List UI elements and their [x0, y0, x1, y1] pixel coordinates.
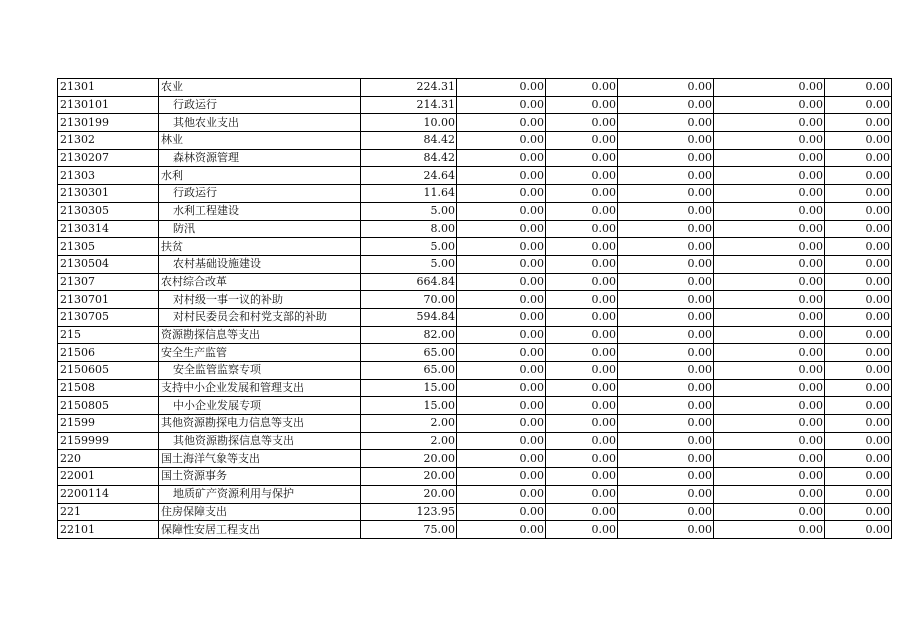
amount-cell: 0.00 [618, 415, 714, 433]
table-row [58, 521, 892, 539]
amount-cell: 5.00 [361, 255, 457, 273]
table-row [58, 291, 892, 309]
amount-cell: 0.00 [618, 468, 714, 486]
amount-cell: 0.00 [825, 114, 892, 132]
amount-cell: 0.00 [618, 397, 714, 415]
amount-cell: 0.00 [618, 273, 714, 291]
table-row [58, 220, 892, 238]
subject-code-cell: 2130199 [58, 114, 159, 132]
subject-name-cell: 农村综合改革 [159, 273, 361, 291]
amount-cell: 0.00 [546, 326, 618, 344]
subject-code-cell: 21307 [58, 273, 159, 291]
amount-cell: 0.00 [546, 521, 618, 539]
amount-cell: 0.00 [618, 79, 714, 97]
amount-cell: 0.00 [825, 255, 892, 273]
amount-cell: 0.00 [546, 255, 618, 273]
amount-cell: 0.00 [825, 432, 892, 450]
amount-cell: 0.00 [618, 503, 714, 521]
subject-name-cell: 农村基础设施建设 [159, 255, 361, 273]
amount-cell: 20.00 [361, 485, 457, 503]
subject-name-cell: 其他农业支出 [159, 114, 361, 132]
subject-code-cell: 2130705 [58, 308, 159, 326]
amount-cell: 0.00 [546, 379, 618, 397]
amount-cell: 0.00 [618, 185, 714, 203]
table-row [58, 468, 892, 486]
table-row [58, 308, 892, 326]
subject-name-cell: 水利工程建设 [159, 202, 361, 220]
subject-code-cell: 21303 [58, 167, 159, 185]
subject-code-cell: 21302 [58, 132, 159, 150]
subject-name-cell: 中小企业发展专项 [159, 397, 361, 415]
table-row [58, 273, 892, 291]
amount-cell: 0.00 [714, 450, 825, 468]
amount-cell: 0.00 [618, 96, 714, 114]
subject-name-cell: 林业 [159, 132, 361, 150]
amount-cell: 0.00 [825, 397, 892, 415]
amount-cell: 0.00 [457, 149, 546, 167]
amount-cell: 0.00 [546, 485, 618, 503]
amount-cell: 0.00 [825, 291, 892, 309]
amount-cell: 0.00 [825, 220, 892, 238]
amount-cell: 20.00 [361, 468, 457, 486]
amount-cell: 0.00 [618, 362, 714, 380]
amount-cell: 224.31 [361, 79, 457, 97]
amount-cell: 594.84 [361, 308, 457, 326]
amount-cell: 0.00 [825, 326, 892, 344]
amount-cell: 0.00 [825, 79, 892, 97]
amount-cell: 0.00 [457, 255, 546, 273]
subject-name-cell: 安全生产监管 [159, 344, 361, 362]
amount-cell: 0.00 [457, 397, 546, 415]
amount-cell: 123.95 [361, 503, 457, 521]
budget-table-body [58, 79, 892, 539]
subject-code-cell: 2130301 [58, 185, 159, 203]
amount-cell: 0.00 [546, 397, 618, 415]
subject-name-cell: 其他资源勘探信息等支出 [159, 432, 361, 450]
subject-name-cell: 住房保障支出 [159, 503, 361, 521]
table-row [58, 503, 892, 521]
amount-cell: 0.00 [825, 273, 892, 291]
table-row [58, 238, 892, 256]
table-row [58, 132, 892, 150]
amount-cell: 0.00 [546, 432, 618, 450]
amount-cell: 0.00 [714, 379, 825, 397]
amount-cell: 664.84 [361, 273, 457, 291]
amount-cell: 0.00 [618, 220, 714, 238]
table-row [58, 149, 892, 167]
amount-cell: 0.00 [618, 114, 714, 132]
amount-cell: 5.00 [361, 238, 457, 256]
amount-cell: 0.00 [825, 167, 892, 185]
amount-cell: 0.00 [714, 503, 825, 521]
amount-cell: 0.00 [714, 344, 825, 362]
amount-cell: 0.00 [546, 114, 618, 132]
table-row [58, 96, 892, 114]
subject-code-cell: 2130207 [58, 149, 159, 167]
table-row [58, 450, 892, 468]
subject-code-cell: 2150805 [58, 397, 159, 415]
subject-name-cell: 地质矿产资源利用与保护 [159, 485, 361, 503]
table-row [58, 114, 892, 132]
amount-cell: 84.42 [361, 132, 457, 150]
table-row [58, 397, 892, 415]
amount-cell: 0.00 [618, 432, 714, 450]
amount-cell: 0.00 [457, 291, 546, 309]
amount-cell: 0.00 [457, 238, 546, 256]
amount-cell: 0.00 [457, 344, 546, 362]
subject-name-cell: 对村民委员会和村党支部的补助 [159, 308, 361, 326]
amount-cell: 0.00 [546, 450, 618, 468]
amount-cell: 0.00 [457, 308, 546, 326]
amount-cell: 82.00 [361, 326, 457, 344]
amount-cell: 0.00 [457, 450, 546, 468]
amount-cell: 0.00 [546, 220, 618, 238]
amount-cell: 75.00 [361, 521, 457, 539]
amount-cell: 0.00 [825, 96, 892, 114]
subject-code-cell: 2200114 [58, 485, 159, 503]
amount-cell: 0.00 [457, 220, 546, 238]
amount-cell: 0.00 [825, 308, 892, 326]
amount-cell: 2.00 [361, 415, 457, 433]
amount-cell: 0.00 [457, 167, 546, 185]
amount-cell: 5.00 [361, 202, 457, 220]
subject-name-cell: 安全监管监察专项 [159, 362, 361, 380]
table-row [58, 485, 892, 503]
amount-cell: 0.00 [714, 149, 825, 167]
table-row [58, 344, 892, 362]
amount-cell: 0.00 [825, 202, 892, 220]
subject-code-cell: 21508 [58, 379, 159, 397]
amount-cell: 0.00 [618, 521, 714, 539]
amount-cell: 0.00 [714, 238, 825, 256]
subject-name-cell: 行政运行 [159, 96, 361, 114]
amount-cell: 0.00 [457, 202, 546, 220]
amount-cell: 0.00 [825, 485, 892, 503]
subject-code-cell: 2130504 [58, 255, 159, 273]
amount-cell: 0.00 [546, 202, 618, 220]
amount-cell: 65.00 [361, 344, 457, 362]
amount-cell: 0.00 [457, 79, 546, 97]
subject-code-cell: 2159999 [58, 432, 159, 450]
amount-cell: 0.00 [825, 468, 892, 486]
subject-name-cell: 防汛 [159, 220, 361, 238]
table-row [58, 185, 892, 203]
amount-cell: 0.00 [714, 96, 825, 114]
amount-cell: 0.00 [546, 503, 618, 521]
subject-name-cell: 对村级一事一议的补助 [159, 291, 361, 309]
amount-cell: 0.00 [714, 397, 825, 415]
amount-cell: 20.00 [361, 450, 457, 468]
subject-name-cell: 国土资源事务 [159, 468, 361, 486]
amount-cell: 0.00 [714, 362, 825, 380]
amount-cell: 0.00 [546, 468, 618, 486]
table-row [58, 432, 892, 450]
amount-cell: 0.00 [825, 185, 892, 203]
amount-cell: 0.00 [457, 326, 546, 344]
subject-name-cell: 国土海洋气象等支出 [159, 450, 361, 468]
subject-code-cell: 2130701 [58, 291, 159, 309]
amount-cell: 15.00 [361, 397, 457, 415]
table-row [58, 255, 892, 273]
amount-cell: 0.00 [618, 167, 714, 185]
table-row [58, 362, 892, 380]
budget-table [57, 78, 892, 539]
subject-code-cell: 2130314 [58, 220, 159, 238]
subject-name-cell: 森林资源管理 [159, 149, 361, 167]
amount-cell: 0.00 [714, 273, 825, 291]
amount-cell: 0.00 [618, 326, 714, 344]
amount-cell: 0.00 [714, 326, 825, 344]
amount-cell: 0.00 [546, 132, 618, 150]
amount-cell: 0.00 [825, 362, 892, 380]
amount-cell: 0.00 [714, 132, 825, 150]
amount-cell: 0.00 [457, 273, 546, 291]
amount-cell: 0.00 [825, 503, 892, 521]
subject-code-cell: 22101 [58, 521, 159, 539]
amount-cell: 0.00 [546, 167, 618, 185]
amount-cell: 0.00 [546, 362, 618, 380]
amount-cell: 0.00 [457, 114, 546, 132]
amount-cell: 70.00 [361, 291, 457, 309]
subject-name-cell: 其他资源勘探电力信息等支出 [159, 415, 361, 433]
amount-cell: 0.00 [457, 379, 546, 397]
amount-cell: 0.00 [457, 485, 546, 503]
amount-cell: 0.00 [825, 379, 892, 397]
amount-cell: 0.00 [714, 415, 825, 433]
amount-cell: 0.00 [825, 344, 892, 362]
subject-code-cell: 21301 [58, 79, 159, 97]
amount-cell: 0.00 [618, 308, 714, 326]
subject-code-cell: 2130101 [58, 96, 159, 114]
amount-cell: 84.42 [361, 149, 457, 167]
subject-name-cell: 保障性安居工程支出 [159, 521, 361, 539]
amount-cell: 0.00 [546, 308, 618, 326]
amount-cell: 0.00 [825, 149, 892, 167]
amount-cell: 0.00 [546, 291, 618, 309]
amount-cell: 0.00 [618, 255, 714, 273]
subject-name-cell: 扶贫 [159, 238, 361, 256]
amount-cell: 0.00 [618, 132, 714, 150]
subject-name-cell: 支持中小企业发展和管理支出 [159, 379, 361, 397]
amount-cell: 0.00 [457, 185, 546, 203]
amount-cell: 0.00 [618, 202, 714, 220]
amount-cell: 0.00 [457, 521, 546, 539]
amount-cell: 0.00 [546, 96, 618, 114]
amount-cell: 214.31 [361, 96, 457, 114]
subject-code-cell: 221 [58, 503, 159, 521]
table-row [58, 379, 892, 397]
amount-cell: 0.00 [825, 415, 892, 433]
subject-code-cell: 21599 [58, 415, 159, 433]
amount-cell: 0.00 [546, 238, 618, 256]
amount-cell: 0.00 [457, 468, 546, 486]
amount-cell: 0.00 [714, 255, 825, 273]
amount-cell: 0.00 [714, 167, 825, 185]
amount-cell: 0.00 [714, 521, 825, 539]
amount-cell: 0.00 [714, 114, 825, 132]
subject-code-cell: 220 [58, 450, 159, 468]
amount-cell: 0.00 [546, 344, 618, 362]
amount-cell: 0.00 [457, 432, 546, 450]
amount-cell: 0.00 [714, 220, 825, 238]
subject-code-cell: 21305 [58, 238, 159, 256]
amount-cell: 0.00 [714, 185, 825, 203]
amount-cell: 10.00 [361, 114, 457, 132]
amount-cell: 0.00 [546, 79, 618, 97]
amount-cell: 0.00 [714, 468, 825, 486]
amount-cell: 0.00 [714, 485, 825, 503]
subject-code-cell: 22001 [58, 468, 159, 486]
amount-cell: 0.00 [825, 450, 892, 468]
subject-name-cell: 行政运行 [159, 185, 361, 203]
amount-cell: 0.00 [546, 185, 618, 203]
amount-cell: 0.00 [714, 432, 825, 450]
amount-cell: 0.00 [618, 149, 714, 167]
amount-cell: 0.00 [546, 149, 618, 167]
amount-cell: 2.00 [361, 432, 457, 450]
subject-code-cell: 215 [58, 326, 159, 344]
amount-cell: 24.64 [361, 167, 457, 185]
amount-cell: 0.00 [714, 308, 825, 326]
amount-cell: 0.00 [457, 96, 546, 114]
amount-cell: 0.00 [618, 291, 714, 309]
amount-cell: 0.00 [457, 132, 546, 150]
amount-cell: 0.00 [825, 521, 892, 539]
amount-cell: 0.00 [457, 362, 546, 380]
amount-cell: 0.00 [618, 379, 714, 397]
subject-name-cell: 水利 [159, 167, 361, 185]
table-row [58, 79, 892, 97]
amount-cell: 0.00 [457, 503, 546, 521]
subject-code-cell: 21506 [58, 344, 159, 362]
table-row [58, 415, 892, 433]
amount-cell: 0.00 [825, 238, 892, 256]
amount-cell: 0.00 [618, 450, 714, 468]
amount-cell: 65.00 [361, 362, 457, 380]
amount-cell: 0.00 [618, 238, 714, 256]
amount-cell: 8.00 [361, 220, 457, 238]
amount-cell: 0.00 [546, 273, 618, 291]
amount-cell: 0.00 [825, 132, 892, 150]
amount-cell: 0.00 [714, 79, 825, 97]
table-row [58, 167, 892, 185]
amount-cell: 0.00 [714, 202, 825, 220]
table-row [58, 326, 892, 344]
amount-cell: 15.00 [361, 379, 457, 397]
subject-code-cell: 2130305 [58, 202, 159, 220]
subject-name-cell: 农业 [159, 79, 361, 97]
subject-code-cell: 2150605 [58, 362, 159, 380]
amount-cell: 0.00 [618, 344, 714, 362]
amount-cell: 0.00 [714, 291, 825, 309]
amount-cell: 0.00 [618, 485, 714, 503]
amount-cell: 11.64 [361, 185, 457, 203]
amount-cell: 0.00 [457, 415, 546, 433]
table-row [58, 202, 892, 220]
subject-name-cell: 资源勘探信息等支出 [159, 326, 361, 344]
amount-cell: 0.00 [546, 415, 618, 433]
